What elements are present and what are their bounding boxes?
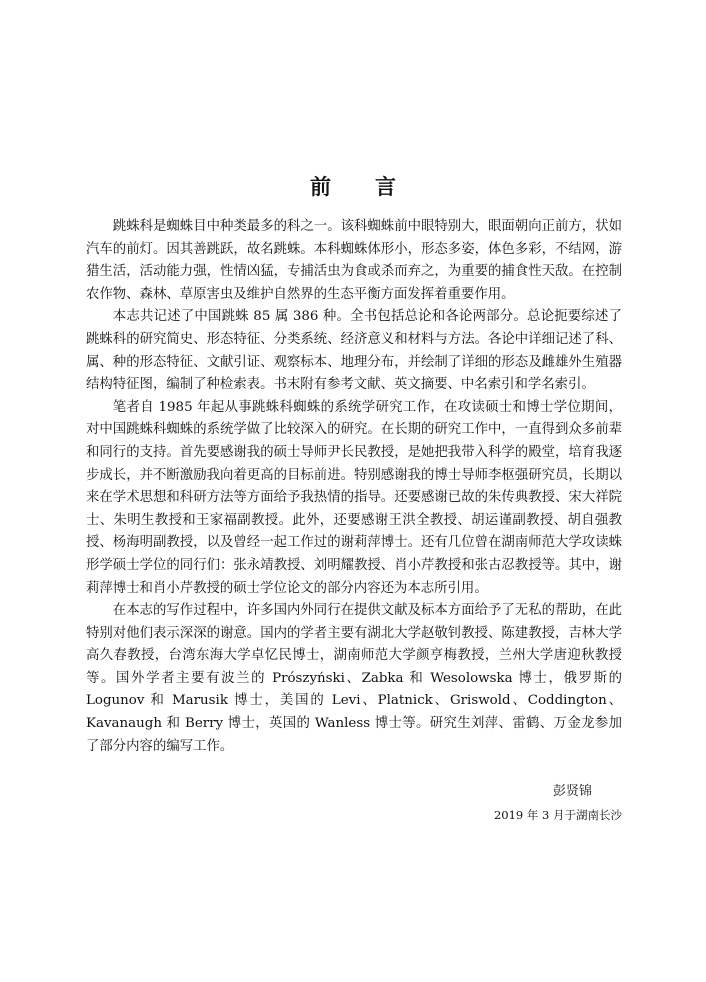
paragraph-scope: 本志共记述了中国跳蛛 85 属 386 种。全书包括总论和各论两部分。总论扼要综述了跳蛛科的研究简史、形态特征、分类系统、经济意义和材料与方法。各论中详细记述了科、属、种的形态特征、文献引证、观察标本、地理分布，并绘制了详细的形态及雌雄外生殖器结构特征图，编制了种检索表。书末附有参考文献、英文摘要、中名索引和学名索引。 (86, 309, 622, 393)
author-signature: 彭贤锦 (552, 784, 592, 799)
paragraph-acknowledgement-colleagues: 在本志的写作过程中，许多国内外同行在提供文献及标本方面给予了无私的帮助，在此特别对他们表示深深的谢意。国内的学者主要有湖北大学赵敬钊教授、陈建教授，吉林大学高久春教授，台湾东海大学卓忆民博士，湖南师范大学颜亨梅教授，兰州大学唐迎秋教授等。国外学者主要有波兰的 Prószyński、Zabka 和 Wesolowska 博士，俄罗斯的 Logunov 和 Marusik 博士，美国的 Levi、Platnick、Griswold、Coddington、Kavanaugh 和 Berry 博士，英国的 Wanless 博士等。研究生刘萍、雷鹤、万金龙参加了部分内容的编写工作。 (86, 603, 622, 754)
signature-date: 2019 年 3 月于湖南长沙 (493, 808, 622, 822)
paragraph-acknowledgement-mentors: 笔者自 1985 年起从事跳蛛科蜘蛛的系统学研究工作，在攻读硕士和博士学位期间，对中国跳蛛科蜘蛛的系统学做了比较深入的研究。在长期的研究工作中，一直得到众多前辈和同行的支持。首先要感谢我的硕士导师尹长民教授，是她把我带入科学的殿堂，培育我逐步成长，并不断激励我向着更高的目标前进。特别感谢我的博士导师李枢强研究员，长期以来在学术思想和科研方法等方面给予我热情的指导。还要感谢已故的朱传典教授、宋大祥院士、朱明生教授和王家福副教授。此外，还要感谢王洪全教授、胡运谨副教授、胡自强教授、杨海明副教授，以及曾经一起工作过的谢莉萍博士。还有几位曾在湖南师范大学攻读蛛形学硕士学位的同行们：张永靖教授、刘明耀教授、肖小芹教授和张古忍教授等。其中，谢莉萍博士和肖小芹教授的硕士学位论文的部分内容还为本志所引用。 (86, 399, 622, 596)
preface-body (86, 216, 622, 758)
page-title: 前言 (310, 175, 440, 199)
paragraph-intro: 跳蛛科是蜘蛛目中种类最多的科之一。该科蜘蛛前中眼特别大，眼面朝向正前方，状如汽车的前灯。因其善跳跃，故名跳蛛。本科蜘蛛体形小，形态多姿，体色多彩，不结网，游猎生活，活动能力强，性情凶猛，专捕活虫为食或杀而弃之，为重要的捕食性天敌。在控制农作物、森林、草原害虫及维护自然界的生态平衡方面发挥着重要作用。 (86, 219, 622, 302)
